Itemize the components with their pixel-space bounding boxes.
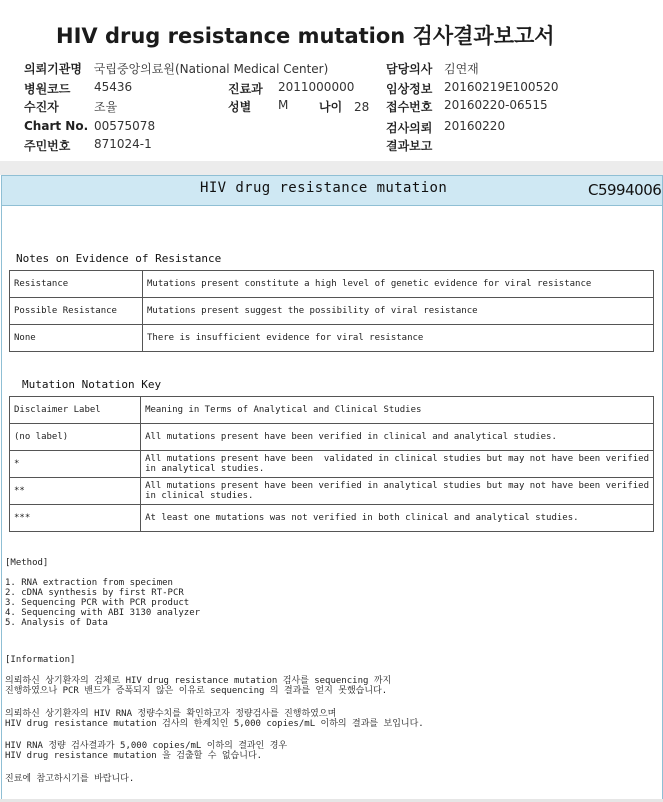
header-value: 20160220-06515 xyxy=(444,98,548,112)
report-test-code: C5994006 xyxy=(588,181,662,199)
key-label: * xyxy=(10,451,141,478)
information-paragraph: 의뢰하신 상기환자의 HIV RNA 정량수치를 확인하고자 정량검사를 진행하였으며 HIV drug resistance mutation 검사의 한계치인 5,000 copies/mL 이하의 결과를 보입니다. xyxy=(5,709,424,729)
header-label: 결과보고 xyxy=(386,139,433,153)
key-table xyxy=(9,396,654,532)
header-value: 20160219E100520 xyxy=(444,80,559,94)
notes-text: Mutations present suggest the possibility of viral resistance xyxy=(143,298,654,325)
header-row-chart-no xyxy=(24,119,156,133)
notes-label: None xyxy=(10,325,143,352)
header-label: 성별 xyxy=(228,100,252,114)
notes-table xyxy=(9,270,654,352)
header-label: 수진자 xyxy=(24,100,59,114)
key-label: Disclaimer Label xyxy=(10,397,141,424)
report-test-name: HIV drug resistance mutation xyxy=(200,180,448,196)
header-value: 김연재 xyxy=(444,62,479,76)
header-value: 28 xyxy=(354,100,370,114)
notes-text: Mutations present constitute a high level of genetic evidence for viral resistance xyxy=(143,271,654,298)
header-label: 의뢰기관명 xyxy=(24,62,82,76)
header-value: 45436 xyxy=(94,80,133,94)
key-text: At least one mutations was not verified in both clinical and analytical studies. xyxy=(141,505,654,532)
header-label: 임상정보 xyxy=(386,82,433,96)
information-closing: 진료에 참고하시기를 바랍니다. xyxy=(5,774,135,784)
report-title: HIV drug resistance mutation 검사결과보고서 xyxy=(56,24,555,48)
separator-band xyxy=(0,161,663,175)
key-label: (no label) xyxy=(10,424,141,451)
method-step: 1. RNA extraction from specimen xyxy=(5,578,173,588)
header-row-resident-no xyxy=(24,137,152,154)
report-panel xyxy=(1,175,663,801)
header-label: 나이 xyxy=(319,100,343,114)
header-row-receipt-no xyxy=(386,98,548,115)
method-list xyxy=(5,578,200,628)
notes-label: Resistance xyxy=(10,271,143,298)
header-label: 병원코드 xyxy=(24,82,71,96)
key-text: All mutations present have been validated in clinical studies but may not have been verified in analytical studies. xyxy=(141,451,654,478)
header-row-report-date xyxy=(386,137,432,154)
header-label: 진료과 xyxy=(228,82,263,96)
key-section-title: Mutation Notation Key xyxy=(22,378,162,391)
header-label: 접수번호 xyxy=(386,100,433,114)
header-row-doctor xyxy=(386,60,479,77)
method-step: 3. Sequencing PCR with PCR product xyxy=(5,598,190,608)
header-label: 담당의사 xyxy=(386,62,433,76)
information-paragraph: HIV RNA 정량 검사결과가 5,000 copies/mL 이하의 결과인 경우 HIV drug resistance mutation 을 검출할 수 없습니다. xyxy=(5,741,288,761)
table-row xyxy=(10,478,654,505)
method-step: 2. cDNA synthesis by first RT-PCR xyxy=(5,588,184,598)
table-row xyxy=(10,325,654,352)
header-label: 주민번호 xyxy=(24,139,71,153)
header-row-department xyxy=(228,80,355,97)
header-row-patient xyxy=(24,98,118,115)
header-value: 871024-1 xyxy=(94,137,152,151)
information-paragraph: 의뢰하신 상기환자의 검체로 HIV drug resistance mutation 검사를 sequencing 까지 진행하였으나 PCR 밴드가 증폭되지 않은 이유로 sequencing 의 결과를 얻지 못했습니다. xyxy=(5,676,392,696)
header-label: 검사의뢰 xyxy=(386,121,433,135)
header-row-clinical-info xyxy=(386,80,559,97)
header-value: 국립중앙의료원(National Medical Center) xyxy=(93,62,329,76)
table-row xyxy=(10,505,654,532)
header-row-institution xyxy=(24,60,328,77)
key-text: All mutations present have been verified in analytical studies but may not have been verified in clinical studies. xyxy=(141,478,654,505)
method-title: [Method] xyxy=(5,558,49,568)
header-value: M xyxy=(278,98,289,112)
header-value: 20160220 xyxy=(444,119,506,133)
table-row xyxy=(10,271,654,298)
notes-text: There is insufficient evidence for viral resistance xyxy=(143,325,654,352)
header-value: 조율 xyxy=(94,100,118,114)
table-row xyxy=(10,451,654,478)
table-row xyxy=(10,397,654,424)
header-value: 2011000000 xyxy=(278,80,355,94)
notes-label: Possible Resistance xyxy=(10,298,143,325)
header-row-sex xyxy=(228,98,289,115)
header-row-age xyxy=(319,98,369,115)
key-label: *** xyxy=(10,505,141,532)
table-row xyxy=(10,298,654,325)
notes-section-title: Notes on Evidence of Resistance xyxy=(16,252,222,265)
method-step: 5. Analysis of Data xyxy=(5,618,108,628)
report-header xyxy=(2,176,662,206)
header-label: Chart No. xyxy=(24,119,89,133)
key-text: Meaning in Terms of Analytical and Clinical Studies xyxy=(141,397,654,424)
header-row-request-date xyxy=(386,119,506,136)
information-title: [Information] xyxy=(5,655,76,665)
key-label: ** xyxy=(10,478,141,505)
header-value: 00575078 xyxy=(94,119,156,133)
header-row-hospital-code xyxy=(24,80,133,97)
method-step: 4. Sequencing with ABI 3130 analyzer xyxy=(5,608,201,618)
key-text: All mutations present have been verified in clinical and analytical studies. xyxy=(141,424,654,451)
table-row xyxy=(10,424,654,451)
